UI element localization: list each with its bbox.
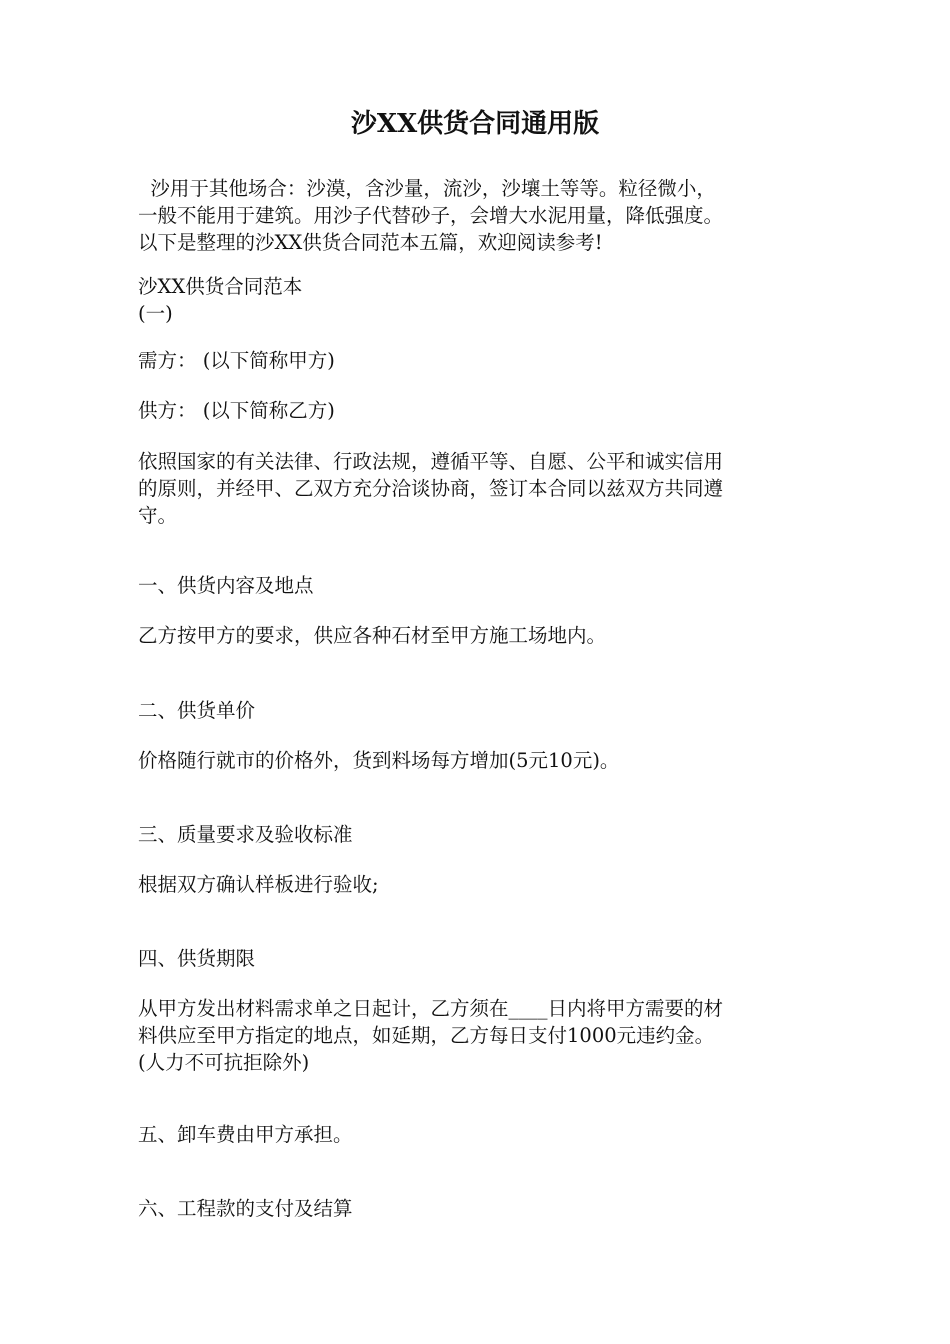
intro-line: 沙用于其他场合：沙漠，含沙量，流沙，沙壤土等等。粒径微小， (138, 177, 716, 200)
section-heading-2: 二、供货单价 (138, 699, 256, 722)
preamble-line: 依照国家的有关法律、行政法规，遵循平等、自愿、公平和诚实信用 (138, 450, 724, 473)
section-body-line: 料供应至甲方指定的地点，如延期，乙方每日支付1000元违约金。 (138, 1024, 715, 1047)
intro-line: 一般不能用于建筑。用沙子代替砂子，会增大水泥用量，降低强度。 (138, 204, 724, 227)
preamble-line: 守。 (138, 504, 178, 527)
preamble-paragraph (138, 448, 818, 529)
intro-line: 以下是整理的沙XX供货合同范本五篇，欢迎阅读参考! (138, 231, 603, 254)
section-heading-6: 六、工程款的支付及结算 (138, 1197, 353, 1220)
section-body-2: 价格随行就市的价格外，货到料场每方增加(5元10元)。 (138, 749, 620, 772)
section-body-line: (人力不可抗拒除外) (138, 1051, 310, 1074)
sample-number: (一) (138, 302, 173, 325)
section-heading-5: 五、卸车费由甲方承担。 (138, 1123, 353, 1146)
section-heading-3: 三、质量要求及验收标准 (138, 823, 353, 846)
sample-heading: 沙XX供货合同范本 (138, 275, 303, 298)
supplier-line: 供方： (以下简称乙方) (138, 399, 335, 422)
section-body-1: 乙方按甲方的要求，供应各种石材至甲方施工场地内。 (138, 624, 607, 647)
sample-heading-block (138, 273, 818, 327)
intro-paragraph (138, 175, 818, 256)
section-body-3: 根据双方确认样板进行验收; (138, 873, 379, 896)
section-body-4 (138, 995, 818, 1076)
document-title: 沙XX供货合同通用版 (350, 109, 600, 139)
section-heading-4: 四、供货期限 (138, 947, 256, 970)
section-body-line: 从甲方发出材料需求单之日起计，乙方须在____日内将甲方需要的材 (138, 997, 724, 1020)
buyer-line: 需方： (以下简称甲方) (138, 349, 335, 372)
preamble-line: 的原则，并经甲、乙双方充分洽谈协商，签订本合同以兹双方共同遵 (138, 477, 724, 500)
section-heading-1: 一、供货内容及地点 (138, 574, 314, 597)
